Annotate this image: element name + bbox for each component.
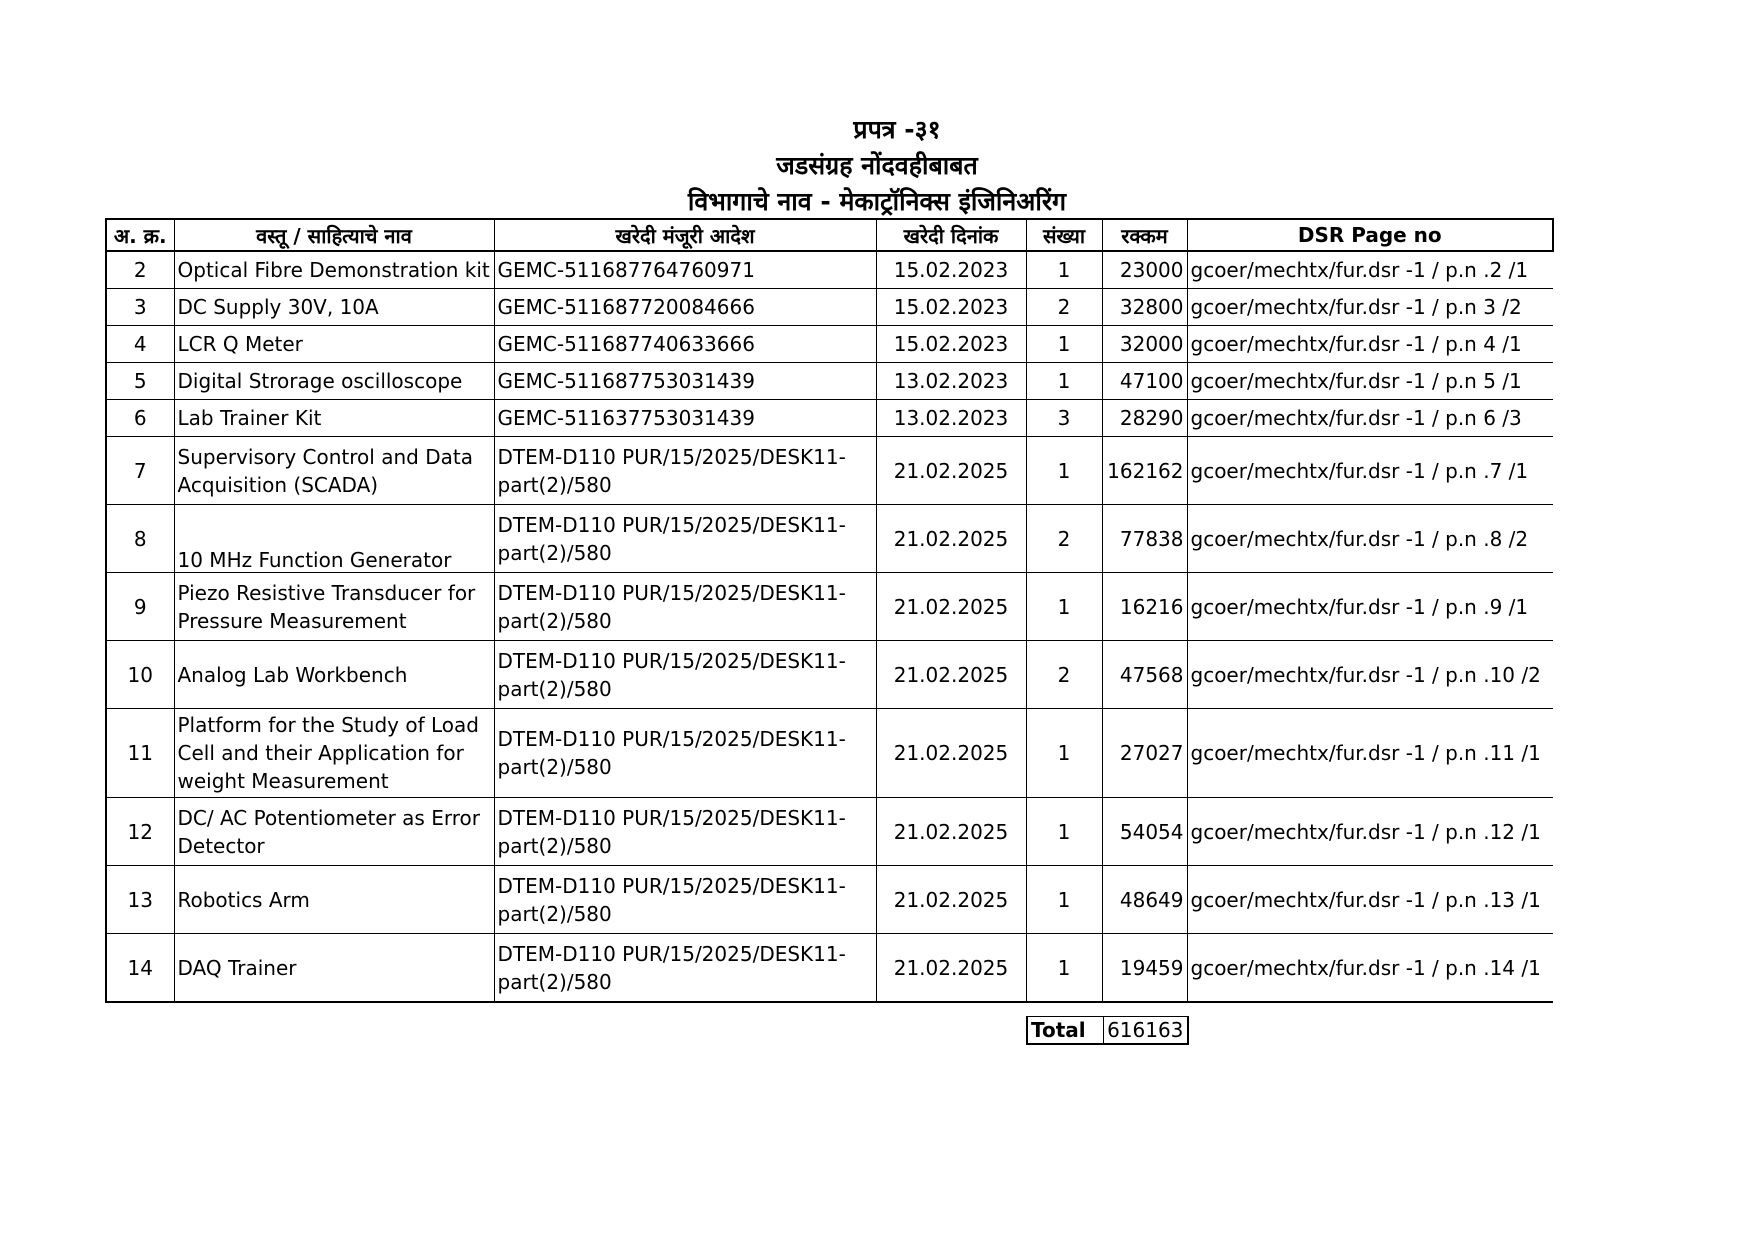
cell-serial: 9 [106,573,174,641]
cell-purchase-order: DTEM-D110 PUR/15/2025/DESK11-part(2)/580 [494,934,876,1003]
table-row [106,641,1553,709]
cell-amount: 47568 [1102,641,1187,709]
cell-dsr-page: gcoer/mechtx/fur.dsr -1 / p.n .14 /1 [1187,934,1553,1003]
table-row [106,437,1553,505]
cell-purchase-order: DTEM-D110 PUR/15/2025/DESK11-part(2)/580 [494,866,876,934]
table-row [106,251,1553,289]
cell-dsr-page: gcoer/mechtx/fur.dsr -1 / p.n .9 /1 [1187,573,1553,641]
cell-dsr-page: gcoer/mechtx/fur.dsr -1 / p.n .2 /1 [1187,251,1553,289]
total-box [1026,1016,1189,1045]
cell-amount: 54054 [1102,798,1187,866]
cell-item-name: DC/ AC Potentiometer as Error Detector [174,798,494,866]
cell-amount: 27027 [1102,709,1187,798]
cell-item-name: Digital Strorage oscilloscope [174,363,494,400]
cell-item-name: Robotics Arm [174,866,494,934]
cell-dsr-page: gcoer/mechtx/fur.dsr -1 / p.n .12 /1 [1187,798,1553,866]
cell-quantity: 2 [1026,641,1102,709]
col-header-purchase-date: खरेदी दिनांक [876,219,1026,251]
cell-serial: 10 [106,641,174,709]
cell-quantity: 1 [1026,251,1102,289]
cell-quantity: 1 [1026,709,1102,798]
table-row [106,326,1553,363]
cell-serial: 11 [106,709,174,798]
cell-purchase-order: GEMC-511687764760971 [494,251,876,289]
cell-purchase-date: 21.02.2025 [876,798,1026,866]
total-label: Total [1027,1017,1103,1045]
table-row [106,400,1553,437]
cell-dsr-page: gcoer/mechtx/fur.dsr -1 / p.n .13 /1 [1187,866,1553,934]
cell-purchase-date: 21.02.2025 [876,505,1026,573]
cell-purchase-date: 13.02.2023 [876,400,1026,437]
department-name: विभागाचे नाव - मेकाट्रॉनिक्स इंजिनिअरिंग [687,187,1067,216]
cell-amount: 28290 [1102,400,1187,437]
cell-quantity: 1 [1026,363,1102,400]
cell-serial: 14 [106,934,174,1003]
cell-purchase-date: 15.02.2023 [876,251,1026,289]
total-amount: 616163 [1103,1017,1188,1045]
col-header-serial: अ. क्र. [106,219,174,251]
table-row [106,709,1553,798]
cell-dsr-page: gcoer/mechtx/fur.dsr -1 / p.n .7 /1 [1187,437,1553,505]
cell-amount: 77838 [1102,505,1187,573]
cell-item-name: LCR Q Meter [174,326,494,363]
col-header-amount: रक्कम [1102,219,1187,251]
cell-purchase-order: DTEM-D110 PUR/15/2025/DESK11-part(2)/580 [494,437,876,505]
cell-purchase-date: 13.02.2023 [876,363,1026,400]
table-header-row [106,219,1553,251]
cell-quantity: 3 [1026,400,1102,437]
cell-dsr-page: gcoer/mechtx/fur.dsr -1 / p.n .8 /2 [1187,505,1553,573]
cell-item-name: Piezo Resistive Transducer for Pressure Measurement [174,573,494,641]
cell-item-name: Lab Trainer Kit [174,400,494,437]
cell-serial: 5 [106,363,174,400]
cell-purchase-date: 21.02.2025 [876,641,1026,709]
cell-purchase-order: DTEM-D110 PUR/15/2025/DESK11-part(2)/580 [494,505,876,573]
cell-purchase-order: GEMC-511687753031439 [494,363,876,400]
inventory-table [105,218,1554,1003]
form-number: प्रपत्र -३१ [853,115,941,144]
cell-dsr-page: gcoer/mechtx/fur.dsr -1 / p.n .10 /2 [1187,641,1553,709]
cell-amount: 47100 [1102,363,1187,400]
cell-item-name: DC Supply 30V, 10A [174,289,494,326]
table-row [106,798,1553,866]
cell-quantity: 1 [1026,934,1102,1003]
cell-dsr-page: gcoer/mechtx/fur.dsr -1 / p.n 3 /2 [1187,289,1553,326]
cell-purchase-date: 15.02.2023 [876,326,1026,363]
cell-quantity: 1 [1026,573,1102,641]
cell-amount: 23000 [1102,251,1187,289]
cell-serial: 7 [106,437,174,505]
table-row [106,866,1553,934]
cell-quantity: 1 [1026,866,1102,934]
cell-amount: 48649 [1102,866,1187,934]
cell-serial: 4 [106,326,174,363]
cell-quantity: 1 [1026,798,1102,866]
cell-amount: 32000 [1102,326,1187,363]
cell-quantity: 1 [1026,437,1102,505]
cell-purchase-order: DTEM-D110 PUR/15/2025/DESK11-part(2)/580 [494,709,876,798]
col-header-purchase-order: खरेदी मंजूरी आदेश [494,219,876,251]
cell-purchase-date: 21.02.2025 [876,573,1026,641]
cell-dsr-page: gcoer/mechtx/fur.dsr -1 / p.n 5 /1 [1187,363,1553,400]
table-row [106,934,1553,1003]
cell-serial: 12 [106,798,174,866]
cell-serial: 6 [106,400,174,437]
cell-purchase-date: 21.02.2025 [876,437,1026,505]
cell-serial: 3 [106,289,174,326]
cell-serial: 2 [106,251,174,289]
cell-dsr-page: gcoer/mechtx/fur.dsr -1 / p.n 4 /1 [1187,326,1553,363]
table-row [106,363,1553,400]
cell-purchase-date: 15.02.2023 [876,289,1026,326]
cell-purchase-date: 21.02.2025 [876,866,1026,934]
cell-item-name: Platform for the Study of Load Cell and their Application for weight Measurement [174,709,494,798]
cell-amount: 19459 [1102,934,1187,1003]
cell-dsr-page: gcoer/mechtx/fur.dsr -1 / p.n 6 /3 [1187,400,1553,437]
document-header [0,112,1754,220]
cell-purchase-order: DTEM-D110 PUR/15/2025/DESK11-part(2)/580 [494,641,876,709]
cell-dsr-page: gcoer/mechtx/fur.dsr -1 / p.n .11 /1 [1187,709,1553,798]
cell-quantity: 2 [1026,505,1102,573]
cell-amount: 16216 [1102,573,1187,641]
total-row [1027,1017,1188,1045]
cell-purchase-date: 21.02.2025 [876,934,1026,1003]
cell-purchase-date: 21.02.2025 [876,709,1026,798]
cell-purchase-order: GEMC-511637753031439 [494,400,876,437]
cell-purchase-order: DTEM-D110 PUR/15/2025/DESK11-part(2)/580 [494,573,876,641]
cell-amount: 162162 [1102,437,1187,505]
cell-quantity: 1 [1026,326,1102,363]
cell-amount: 32800 [1102,289,1187,326]
register-subject: जडसंग्रह नोंदवहीबाबत [776,151,978,180]
cell-purchase-order: GEMC-511687740633666 [494,326,876,363]
table-row [106,289,1553,326]
cell-purchase-order: DTEM-D110 PUR/15/2025/DESK11-part(2)/580 [494,798,876,866]
table-row [106,505,1553,573]
cell-quantity: 2 [1026,289,1102,326]
col-header-quantity: संख्या [1026,219,1102,251]
cell-purchase-order: GEMC-511687720084666 [494,289,876,326]
col-header-dsr-page: DSR Page no [1187,219,1553,251]
cell-item-name: Optical Fibre Demonstration kit [174,251,494,289]
cell-serial: 8 [106,505,174,573]
cell-item-name: Supervisory Control and Data Acquisition (SCADA) [174,437,494,505]
cell-item-name: DAQ Trainer [174,934,494,1003]
cell-item-name: Analog Lab Workbench [174,641,494,709]
col-header-item-name: वस्तू / साहित्याचे नाव [174,219,494,251]
table-row [106,573,1553,641]
cell-item-name: 10 MHz Function Generator [174,505,494,573]
cell-serial: 13 [106,866,174,934]
